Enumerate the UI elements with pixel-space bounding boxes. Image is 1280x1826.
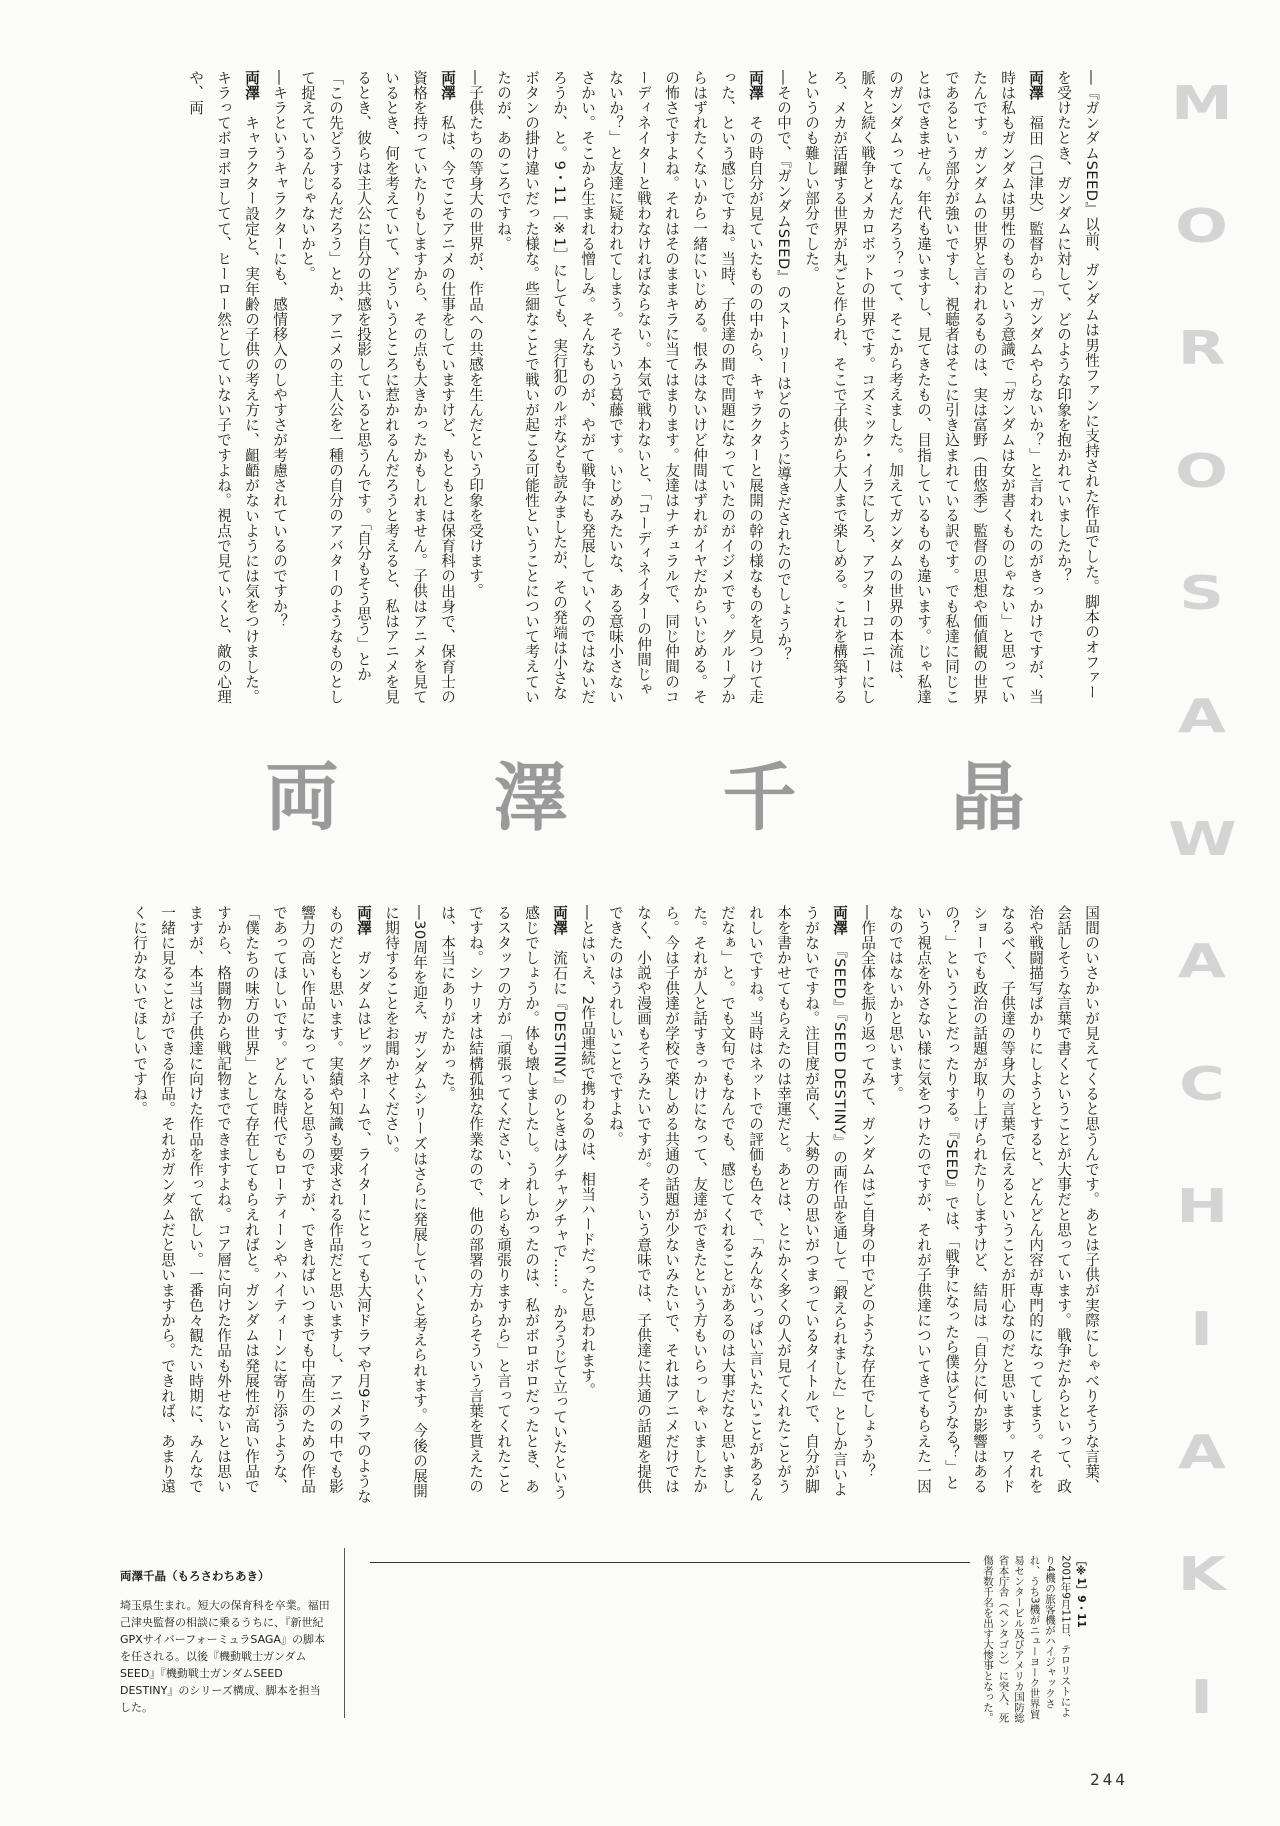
romaji-letter: K — [1177, 1547, 1227, 1602]
romaji-letter: O — [1175, 198, 1229, 253]
footer-rule — [370, 1562, 970, 1563]
paragraph-text: ―『ガンダムSEED』以前、ガンダムは男性ファンに支持された作品でした。脚本のオファーを受けたとき、ガンダムに対して、どのような印象を抱かれていましたか？ — [1055, 70, 1100, 700]
paragraph-text: キャラクター設定と、実年齢の子供の考え方に、齟齬がないようには気をつけました。キラってボヨボヨしてて、ヒーロー然としていない子ですよね。視点で見ていくと、敵の心理や、両 — [187, 70, 260, 705]
romaji-letter: W — [1167, 811, 1237, 866]
question-paragraph — [769, 70, 797, 710]
question-paragraph — [265, 70, 293, 710]
speaker-label: 両澤 — [243, 70, 260, 101]
name-title — [265, 752, 1025, 841]
name-title-char: 晶 — [950, 755, 1025, 841]
romaji-letter: S — [1179, 566, 1225, 621]
footnote-body: 2001年9月11日、テロリストにより4機の旅客機がハイジャックされ、うち3機がニューヨーク世界貿易センタービル及びアメリカ国防総省本庁舎（ペンタゴン）に突入、死傷者数千名を出す大惨事となった。 — [982, 1555, 1072, 1723]
speaker-label: 両澤 — [1027, 70, 1044, 101]
name-title-char: 両 — [265, 755, 339, 841]
speaker-label: 両澤 — [439, 70, 456, 101]
paragraph-text: 流石に『DESTINY』のときはグチャグチャで……。かろうじて立っていたという感じでしょうか。体も壊しましたし。うれしかったのは、私がボロボロだったとき、あるスタッフの方が「頑張ってください、オレらも頑張りますから」と言ってくれたことですね。シナリオは結構孤独な作業なので、他の部署の方からそういう言葉を貰えたのは、本当にありがたかった。 — [439, 905, 568, 1500]
romaji-letter: A — [1177, 1424, 1227, 1479]
romaji-letter: R — [1178, 321, 1226, 376]
question-paragraph — [1049, 70, 1105, 710]
paragraph-text: 国間のいさかいが見えてくると思うんです。あとは子供が実際にしゃべりそうな言葉、会話しそうな言葉で書くということが大事だと思っています。戦争だからといって、政治や戦闘描写ばかりにしようとすると、どんどん内容が専門的になってしまう。それをなるべく、子供達の等身大の言葉で伝えるということが肝心なのだと思います。ワイドショーでも政治の話題が取り上げられたりしますけど、結局は「自分に何か影響はあるの？」ということだったりする。『SEED』では、「戦争になったら僕はどうなる？」という視点を外さない様に気をつけたのですが、それが子供達についてきてもらえた一因なのではないかと思います。 — [887, 905, 1100, 1494]
romaji-letter: I — [1190, 1669, 1214, 1724]
romaji-letter: O — [1175, 443, 1229, 498]
footnote — [968, 1555, 1088, 1725]
question-paragraph — [853, 905, 881, 1505]
name-title-char: 千 — [722, 755, 797, 841]
profile-name: 両澤千晶（もろさわちあき） — [120, 1569, 270, 1583]
answer-paragraph — [181, 70, 265, 710]
paragraph-text: ガンダムはビッグネームで、ライターにとっても大河ドラマや月9ドラマのようなものだとも思います。実績や知識も要求される作品だと思いますし、アニメの中でも影響力の高い作品になっていると思うのですが、できればいつまでも中高生のための作品であってほしいです。どんな時代でもローティーンやハイティーンに寄り添うような、「僕たちの味方の世界」として存在してもらえればと。ガンダムは発展性が高い作品ですから、格闘物から戦記物までできますよね。コア層に向けた作品も外せないとは思いますが、本当は子供達に向けた作品を作って欲しい。一番色々観たい時期に、みんなで一緒に見ることができる作品。それがガンダムだと思いますから。できれば、あまり遠くに行かないでほしいですね。 — [131, 905, 372, 1504]
paragraph-text: 『SEED』『SEED DESTINY』の両作品を通して「鍛えられました」としか言いようがないですね。注目度が高く、大勢の方の思いがつまっているタイトルで、自分が脚本を書かせてもらえたのは幸運だと。あとは、とにかく多くの人が見てくれたことがうれしいですね。当時はネットでの評価も色々で、「みんないっぱい言いたいことがあるんだなぁ」と。でも文句でもなんでも、感じてくれることがあるのは大事だなと思いました。それが人と話すきっかけになって、友達ができたという方もいらっしゃいましたから。今は子供達が学校で楽しめる共通の話題が少ないみたいで、それはアニメだけではなく、小説や漫画もそうみたいですが。そういう意味では、子供達に共通の話題を提供できたのはうれしいことですよね。 — [607, 905, 848, 1502]
answer-paragraph — [433, 905, 573, 1505]
answer-paragraph — [797, 70, 1049, 710]
romaji-title — [1167, 76, 1237, 1724]
romaji-letter: I — [1190, 1302, 1214, 1357]
paragraph-text: ―キラというキャラクターにも、感情移入のしやすさが考慮されているのですか？ — [271, 70, 288, 629]
paragraph-text: ―子供たちの等身大の世界が、作品への共感を生んだという印象を受けます。 — [467, 70, 484, 599]
romaji-letter: C — [1179, 1056, 1225, 1111]
paragraph-text: その時自分が見ていたものの中から、キャラクターと展開の幹の様なものを見つけて走った、という感じですね。当時、子供達の間で問題になっていたのがイジメです。グループからはずれたくないから一緒にいじめる。恨みはないけど仲間はずれがイヤだからいじめる。その怖さですよね。それはそのままキラに当てはまります。友達はナチュラルで、同じ仲間のコーディネイターと戦わなければならない。本気で戦わないと、「コーディネイターの仲間じゃないか？」と友達に疑われてしまう。そういう葛藤です。いじめみたいな、ある意味小さないさかい。そこから生まれる憎しみ。そんなものが、やがて戦争にも発展していくのではないだろうか、と。9・11［※1］にしても、実行犯のルポなども読みましたが、その発端は小さなボタンの掛け違いだった様な。些細なことで戦いが起こる可能性ということについて考えていたのが、あのころですね。 — [495, 70, 764, 705]
answer-paragraph — [489, 70, 769, 710]
speaker-label: 両澤 — [747, 70, 764, 101]
interview-text-lower — [105, 905, 1105, 1505]
answer-paragraph — [125, 905, 377, 1505]
paragraph-text: ―その中で、『ガンダムSEED』のストーリーはどのように導きだされたのでしょうか？ — [775, 70, 792, 663]
speaker-label: 両澤 — [551, 905, 568, 936]
footnote-head: ［※1］9・11 — [1075, 1555, 1087, 1628]
question-paragraph — [461, 70, 489, 710]
romaji-letter: H — [1176, 1179, 1228, 1234]
paragraph-text: ―とはいえ、2作品連続で携わるのは、相当ハードだったと思われます。 — [579, 905, 596, 1398]
romaji-letter: A — [1177, 689, 1227, 744]
name-title-char: 澤 — [493, 755, 568, 841]
profile-divider — [344, 1548, 345, 1718]
paragraph-text: 福田（己津央）監督から「ガンダムやらないか？」と言われたのがきっかけですが、当時は私もガンダムは男性のものという意識で「ガンダムは女が書くものじゃない」と思っていたんです。ガンダムの世界と言われるものは、実は富野（由悠季）監督の思想や価値観の世界であるという部分が強いですし、視聴者はそこに引き込まれている訳です。でも私達に同じことはできません。年代も違いますし、見てきたもの、目指しているものも違います。じゃ私達のガンダムってなんだろう？って、そこから考えました。加えてガンダムの世界の本流は、脈々と続く戦争とメカロボットの世界です。コズミック・イラにしろ、アフターコロニーにしろ、メカが活躍する世界が丸ごと作られ、そこで子供から大人まで楽しめる。これを構築するというのも難しい部分でした。 — [803, 70, 1044, 705]
answer-paragraph — [293, 70, 461, 710]
speaker-label: 両澤 — [355, 905, 372, 936]
romaji-letter: A — [1177, 934, 1227, 989]
question-paragraph — [377, 905, 433, 1505]
profile-body: 埼玉県生まれ。短大の保育科を卒業。福田己津央監督の相談に乗るうちに、『新世紀GPXサイバーフォーミュラSAGA』の脚本を任される。以後『機動戦士ガンダムSEED』『機動戦士ガンダムSEED DESTINY』のシリーズ構成、脚本を担当した。 — [120, 1599, 330, 1714]
paragraph-text: 私は、今でこそアニメの仕事をしていますけど、もともとは保育科の出身で、保育士の資格を持っていたりもしますから、その点も大きかったかもしれません。子供はアニメを見ているとき、何を考えていて、どういうところに惹かれるんだろうと考えると、私はアニメを見るとき、彼らは主人公に自分の共感を投影していると思うんです。「自分もそう思う」とか「この先どうするんだろう」とか、アニメの主人公を一種の自分のアバターのようなものとして捉えているんじゃないかと。 — [299, 70, 456, 705]
romaji-letter: M — [1171, 76, 1233, 130]
paragraph-text: ―30周年を迎え、ガンダムシリーズはさらに発展していくと考えられます。今後の展開に期待することをお聞かせください。 — [383, 905, 428, 1499]
author-profile — [120, 1568, 330, 1716]
question-paragraph — [881, 905, 1105, 1505]
question-paragraph — [573, 905, 601, 1505]
page-number: 244 — [1090, 1770, 1128, 1789]
answer-paragraph — [601, 905, 853, 1505]
paragraph-text: ―作品全体を振り返ってみて、ガンダムはご自身の中でどのような存在でしょうか？ — [859, 905, 876, 1479]
speaker-label: 両澤 — [831, 905, 848, 936]
interview-text-upper — [105, 70, 1105, 710]
